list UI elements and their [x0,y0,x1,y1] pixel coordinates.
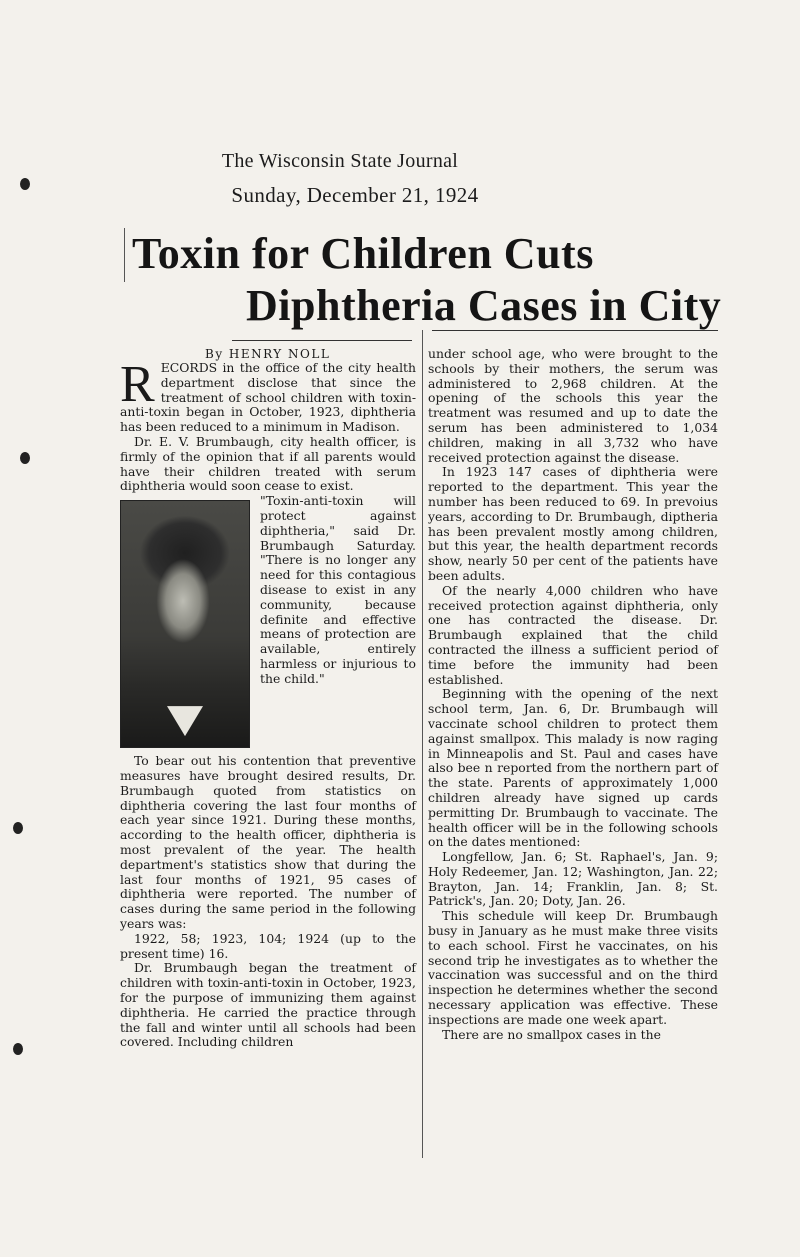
right-paragraph-4: Beginning with the opening of the next school term, Jan. 6, Dr. Brumbaugh will vaccinate school children to protect them against smallpox. This malady is now raging in Minneapolis and St. Paul and cases have also bee n reported from the northern part of the state. Parents of approximately 1,000 children already have signed up cards permitting Dr. Brumbaugh to vaccinate. The health officer will be in the following schools on the dates mentioned: [428,686,718,850]
headline-line-1: Toxin for Children Cuts [132,229,594,278]
left-paragraph-1-text: ECORDS in the office of the city health department disclose that since the treatment of school children with toxin-anti-toxin began in October, 1923, diphtheria has been reduced to a minimum in Madison. [120,360,416,435]
binder-hole [13,822,23,834]
right-paragraph-7: There are no smallpox cases in the [442,1026,661,1042]
right-paragraph-5: Longfellow, Jan. 6; St. Raphael's, Jan. 9; Holy Redeemer, Jan. 12; Washington, Jan. 22; Brayton, Jan. 14; Franklin, Jan. 8; St. Patrick's, Jan. 20; Doty, Jan. 26. [428,849,718,909]
right-paragraph-3: Of the nearly 4,000 children who have received protection against diphtheria, only one has contracted the disease. Dr. Brumbaugh explained that the child contracted the illness a sufficient period of time before the immunity had been established. [428,582,718,687]
right-paragraph-6: This schedule will keep Dr. Brumbaugh busy in January as he must make three visits to each school. First he vaccinates, on his second trip he investigates as to whether the vaccination was successful and on the third inspection he determines whether the second necessary application was effective. These inspections are made one week apart. [428,908,718,1027]
newspaper-name: The Wisconsin State Journal [221,150,459,172]
headline-line-2: Diphtheria Cases in City [246,281,722,330]
left-paragraph-2-text: Dr. E. V. Brumbaugh, city health officer, is firmly of the opinion that if all parents would have their children treated with serum diphtheria would soon cease to exist. [120,433,416,494]
right-paragraph-2: In 1923 147 cases of diphtheria were reported to the department. This year the number has been reduced to 69. In prevoius years, according to Dr. Brumbaugh, diptheria has been prevalent mostly among children, but this year, the health department records show, nearly 50 per cent of the patients have been adults. [428,464,718,583]
left-paragraph-5: 1922, 58; 1923, 104; 1924 (up to the present time) 16. [120,930,416,961]
binder-hole [20,452,30,464]
drop-cap: R [120,356,155,413]
right-paragraph-1: under school age, who were brought to the schools by their mothers, the serum was administered to 2,968 children. At the opening of the schools this year the treatment was resumed and up to date the serum has been administered to 1,034 children, making in all 3,732 who have received protection against the disease. [428,346,718,465]
left-column [120,356,416,1050]
column-divider [422,330,423,1158]
byline-rule-right [432,330,718,331]
left-paragraph-6: Dr. Brumbaugh began the treatment of children with toxin-anti-toxin in October, 1923, for the purpose of immunizing them against diphtheria. He carried the practice through the fall and winter until all schools had been covered. Including children [120,960,416,1050]
byline-rule-left [232,340,412,341]
binder-hole [13,1043,23,1055]
portrait-photo [120,500,250,748]
headline-left-rule [124,228,125,282]
left-paragraph-4: To bear out his contention that preventive measures have brought desired results, Dr. Brumbaugh quoted from statistics on diphtheria covering the last four months of each year since 1921. During these months, according to the health officer, diphtheria is most prevalent of the year. The health department's statistics show that during the last four months of 1921, 95 cases of diphtheria were reported. The number of cases during the same period in the following years was: [120,753,416,931]
publication-date: Sunday, December 21, 1924 [231,183,479,207]
left-paragraph-1 [120,356,416,435]
byline: By HENRY NOLL [205,347,331,361]
left-paragraph-2 [120,435,416,494]
left-paragraph-3: "Toxin-anti-toxin will protect against diphtheria," said Dr. Brumbaugh Saturday. "There is no longer any need for this contagious disease to exist in any community, because definite and effective means of protection are available, entirely harmless or injurious to the child." [260,493,416,686]
right-column [428,347,718,1042]
